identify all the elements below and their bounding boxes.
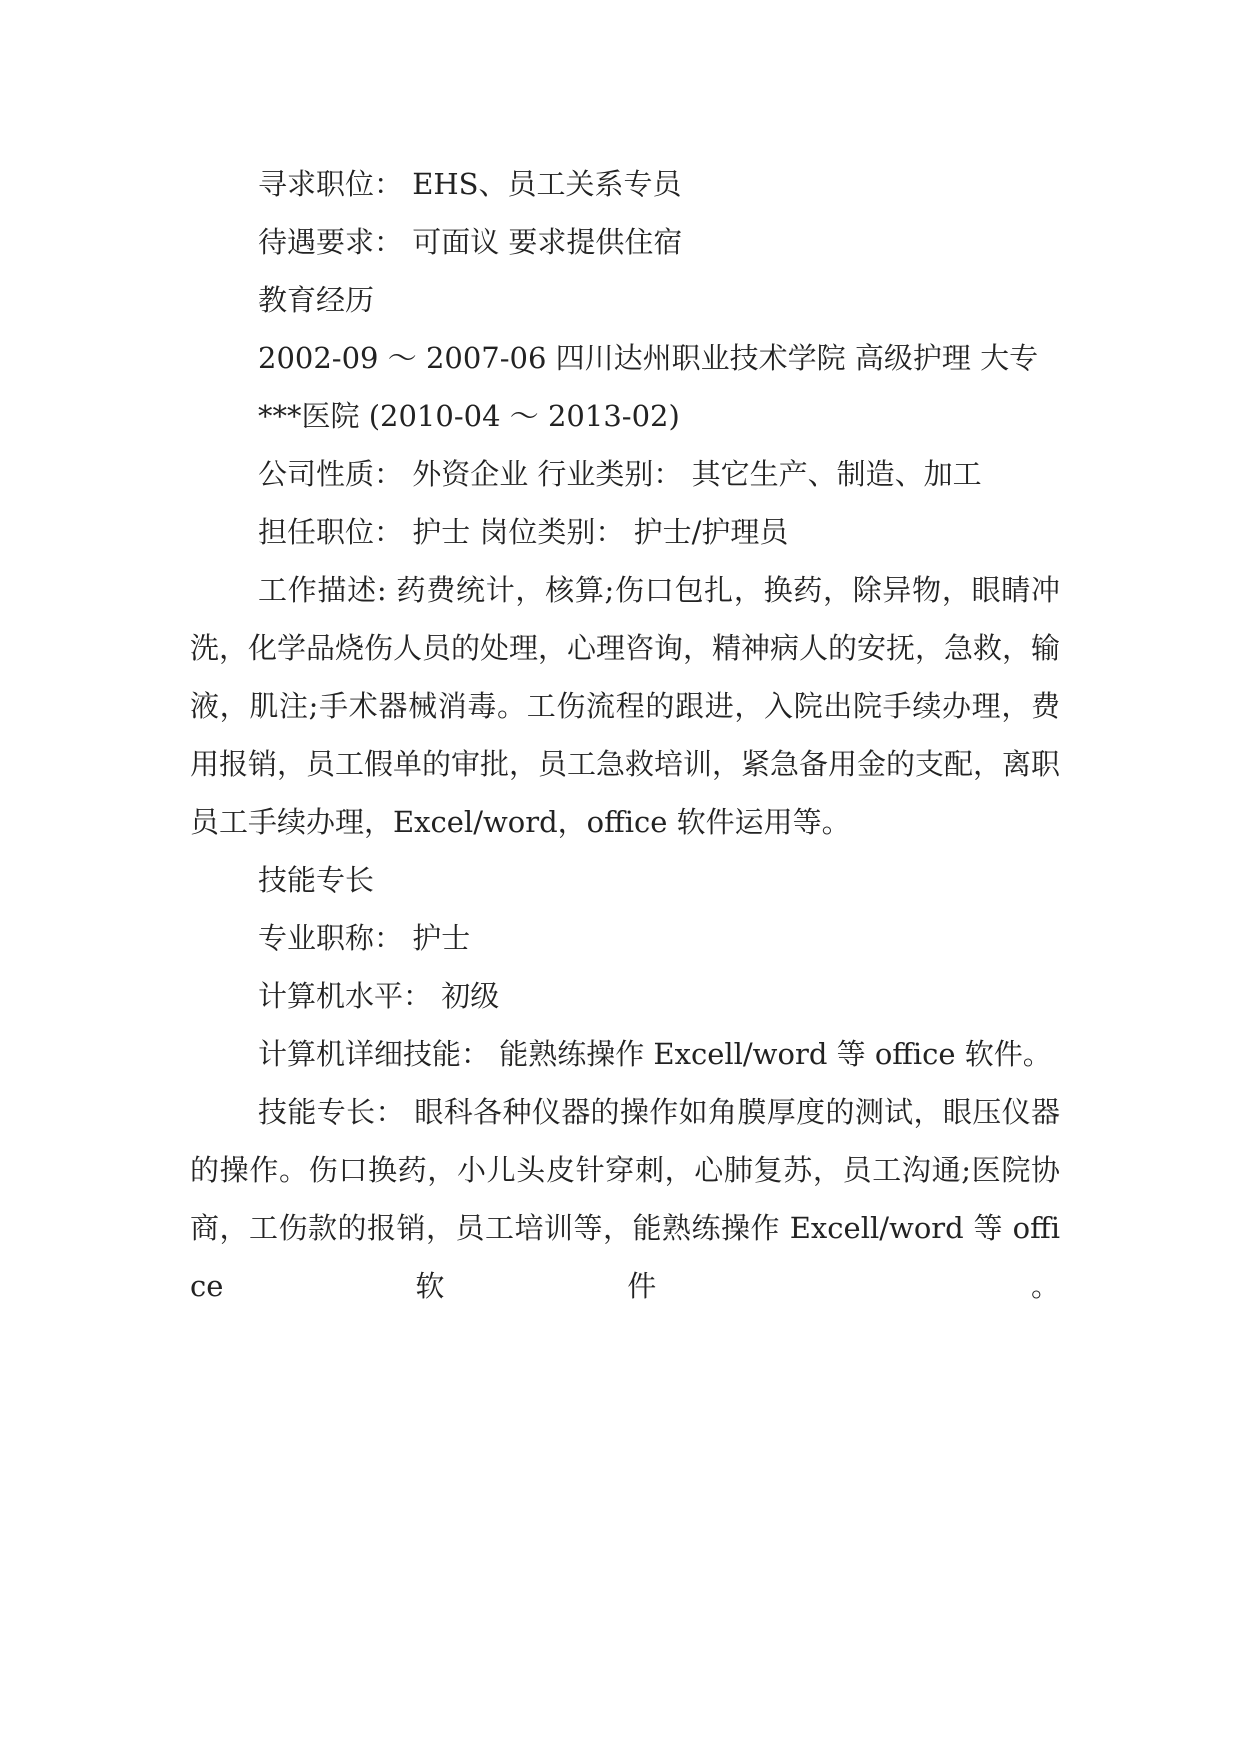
job-description: 工作描述: 药费统计，核算;伤口包扎，换药，除异物，眼睛冲洗，化学品烧伤人员的处理，心理咨询，精神病人的安抚，急救，输液，肌注;手术器械消毒。工伤流程的跟进，入院出院手续办理，费用报销，员工假单的审批，员工急救培训，紧急备用金的支配，离职员工手续办理，Excel/word，office 软件运用等。: [190, 573, 1061, 839]
education-entry: 2002-09 ～ 2007-06 四川达州职业技术学院 高级护理 大专: [258, 341, 1039, 375]
computer-level: 计算机水平： 初级: [258, 979, 500, 1013]
education-heading: 教育经历: [258, 283, 375, 317]
document-body: [190, 155, 1060, 1315]
desired-position: 寻求职位： EHS、员工关系专员: [258, 167, 682, 201]
skills-heading: 技能专长: [258, 863, 375, 897]
company-details: 公司性质： 外资企业 行业类别： 其它生产、制造、加工: [258, 457, 982, 491]
computer-skills: 计算机详细技能： 能熟练操作 Excell/word 等 office 软件。: [258, 1037, 1052, 1071]
employer-entry: ***医院 (2010-04 ～ 2013-02): [258, 399, 680, 433]
professional-title: 专业职称： 护士: [258, 921, 471, 955]
skills-description: 技能专长： 眼科各种仪器的操作如角膜厚度的测试，眼压仪器的操作。伤口换药，小儿头皮针穿刺，心肺复苏，员工沟通;医院协商，工伤款的报销，员工培训等，能熟练操作 Excell/word 等 office 软件 。: [190, 1095, 1060, 1303]
job-title: 担任职位： 护士 岗位类别： 护士/护理员: [258, 515, 789, 549]
salary-requirement: 待遇要求： 可面议 要求提供住宿: [258, 225, 683, 259]
